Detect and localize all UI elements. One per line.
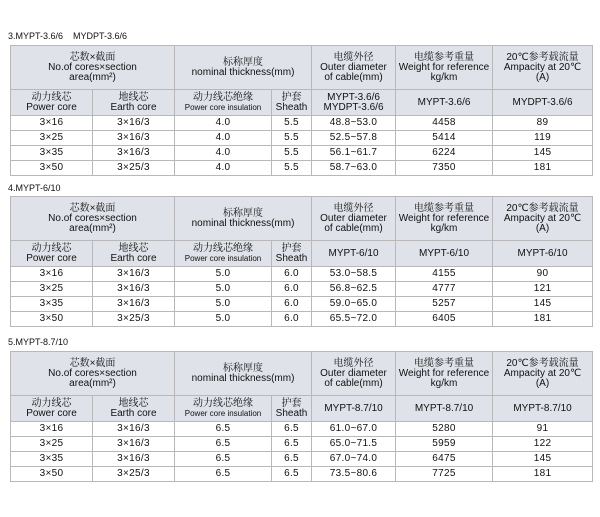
ampacity-model-header: MYDPT-3.6/6	[493, 90, 593, 116]
table-row: 3×16 3×16/3 6.5 6.5 61.0~67.0 5280 91	[11, 422, 593, 437]
thickness-header: 标称厚度 nominal thickness(mm)	[175, 352, 312, 396]
table-row: 3×35 3×16/3 4.0 5.5 56.1~61.7 6224 145	[11, 146, 593, 161]
cores-header: 芯数×截面 No.of cores×section area(mm²)	[11, 197, 175, 241]
insulation-header: 动力线芯绝缘 Power core insulation	[175, 241, 272, 267]
section-title: 5.MYPT-8.7/10	[8, 337, 69, 347]
ampacity-header: 20℃参考载流量 Ampacity at 20℃ (A)	[493, 46, 593, 90]
weight-model-header: MYPT-8.7/10	[396, 396, 493, 422]
od-model-header: MYPT-6/10	[312, 241, 396, 267]
thickness-header: 标称厚度 nominal thickness(mm)	[175, 197, 312, 241]
weight-model-header: MYPT-3.6/6	[396, 90, 493, 116]
table-row: 3×25 3×16/3 6.5 6.5 65.0~71.5 5959 122	[11, 437, 593, 452]
sheath-header: 护套 Sheath	[272, 241, 312, 267]
cores-header: 芯数×截面 No.of cores×section area(mm²)	[11, 46, 175, 90]
od-model-header: MYPT-8.7/10	[312, 396, 396, 422]
earth-core-header: 地线芯 Earth core	[93, 90, 175, 116]
od-model-header: MYPT-3.6/6 MYDPT-3.6/6	[312, 90, 396, 116]
outer-diameter-header: 电缆外径 Outer diameter of cable(mm)	[312, 46, 396, 90]
table-row: 3×25 3×16/3 4.0 5.5 52.5~57.8 5414 119	[11, 131, 593, 146]
power-core-header: 动力线芯 Power core	[11, 396, 93, 422]
sheath-header: 护套 Sheath	[272, 90, 312, 116]
earth-core-header: 地线芯 Earth core	[93, 241, 175, 267]
thickness-header: 标称厚度 nominal thickness(mm)	[175, 46, 312, 90]
ampacity-model-header: MYPT-6/10	[493, 241, 593, 267]
spec-table	[10, 351, 593, 482]
power-core-header: 动力线芯 Power core	[11, 241, 93, 267]
table-row: 3×50 3×25/3 4.0 5.5 58.7~63.0 7350 181	[11, 161, 593, 176]
table-row: 3×25 3×16/3 5.0 6.0 56.8~62.5 4777 121	[11, 282, 593, 297]
table-row: 3×50 3×25/3 5.0 6.0 65.5~72.0 6405 181	[11, 312, 593, 327]
sheath-header: 护套 Sheath	[272, 396, 312, 422]
weight-header: 电缆参考重量 Weight for reference kg/km	[396, 46, 493, 90]
table-row: 3×50 3×25/3 6.5 6.5 73.5~80.6 7725 181	[11, 467, 593, 482]
table-row: 3×16 3×16/3 4.0 5.5 48.8~53.0 4458 89	[11, 116, 593, 131]
power-core-header: 动力线芯 Power core	[11, 90, 93, 116]
outer-diameter-header: 电缆外径 Outer diameter of cable(mm)	[312, 197, 396, 241]
table-row: 3×35 3×16/3 5.0 6.0 59.0~65.0 5257 145	[11, 297, 593, 312]
insulation-header: 动力线芯绝缘 Power core insulation	[175, 90, 272, 116]
cores-header: 芯数×截面 No.of cores×section area(mm²)	[11, 352, 175, 396]
weight-header: 电缆参考重量 Weight for reference kg/km	[396, 197, 493, 241]
spec-table	[10, 196, 593, 327]
ampacity-header: 20℃参考载流量 Ampacity at 20℃ (A)	[493, 197, 593, 241]
table-row: 3×35 3×16/3 6.5 6.5 67.0~74.0 6475 145	[11, 452, 593, 467]
outer-diameter-header: 电缆外径 Outer diameter of cable(mm)	[312, 352, 396, 396]
section-title: 3.MYPT-3.6/6 MYDPT-3.6/6	[8, 31, 128, 41]
ampacity-model-header: MYPT-8.7/10	[493, 396, 593, 422]
weight-model-header: MYPT-6/10	[396, 241, 493, 267]
insulation-header: 动力线芯绝缘 Power core insulation	[175, 396, 272, 422]
ampacity-header: 20℃参考载流量 Ampacity at 20℃ (A)	[493, 352, 593, 396]
spec-table	[10, 45, 593, 176]
table-row: 3×16 3×16/3 5.0 6.0 53.0~58.5 4155 90	[11, 267, 593, 282]
section-title: 4.MYPT-6/10	[8, 183, 61, 193]
earth-core-header: 地线芯 Earth core	[93, 396, 175, 422]
weight-header: 电缆参考重量 Weight for reference kg/km	[396, 352, 493, 396]
